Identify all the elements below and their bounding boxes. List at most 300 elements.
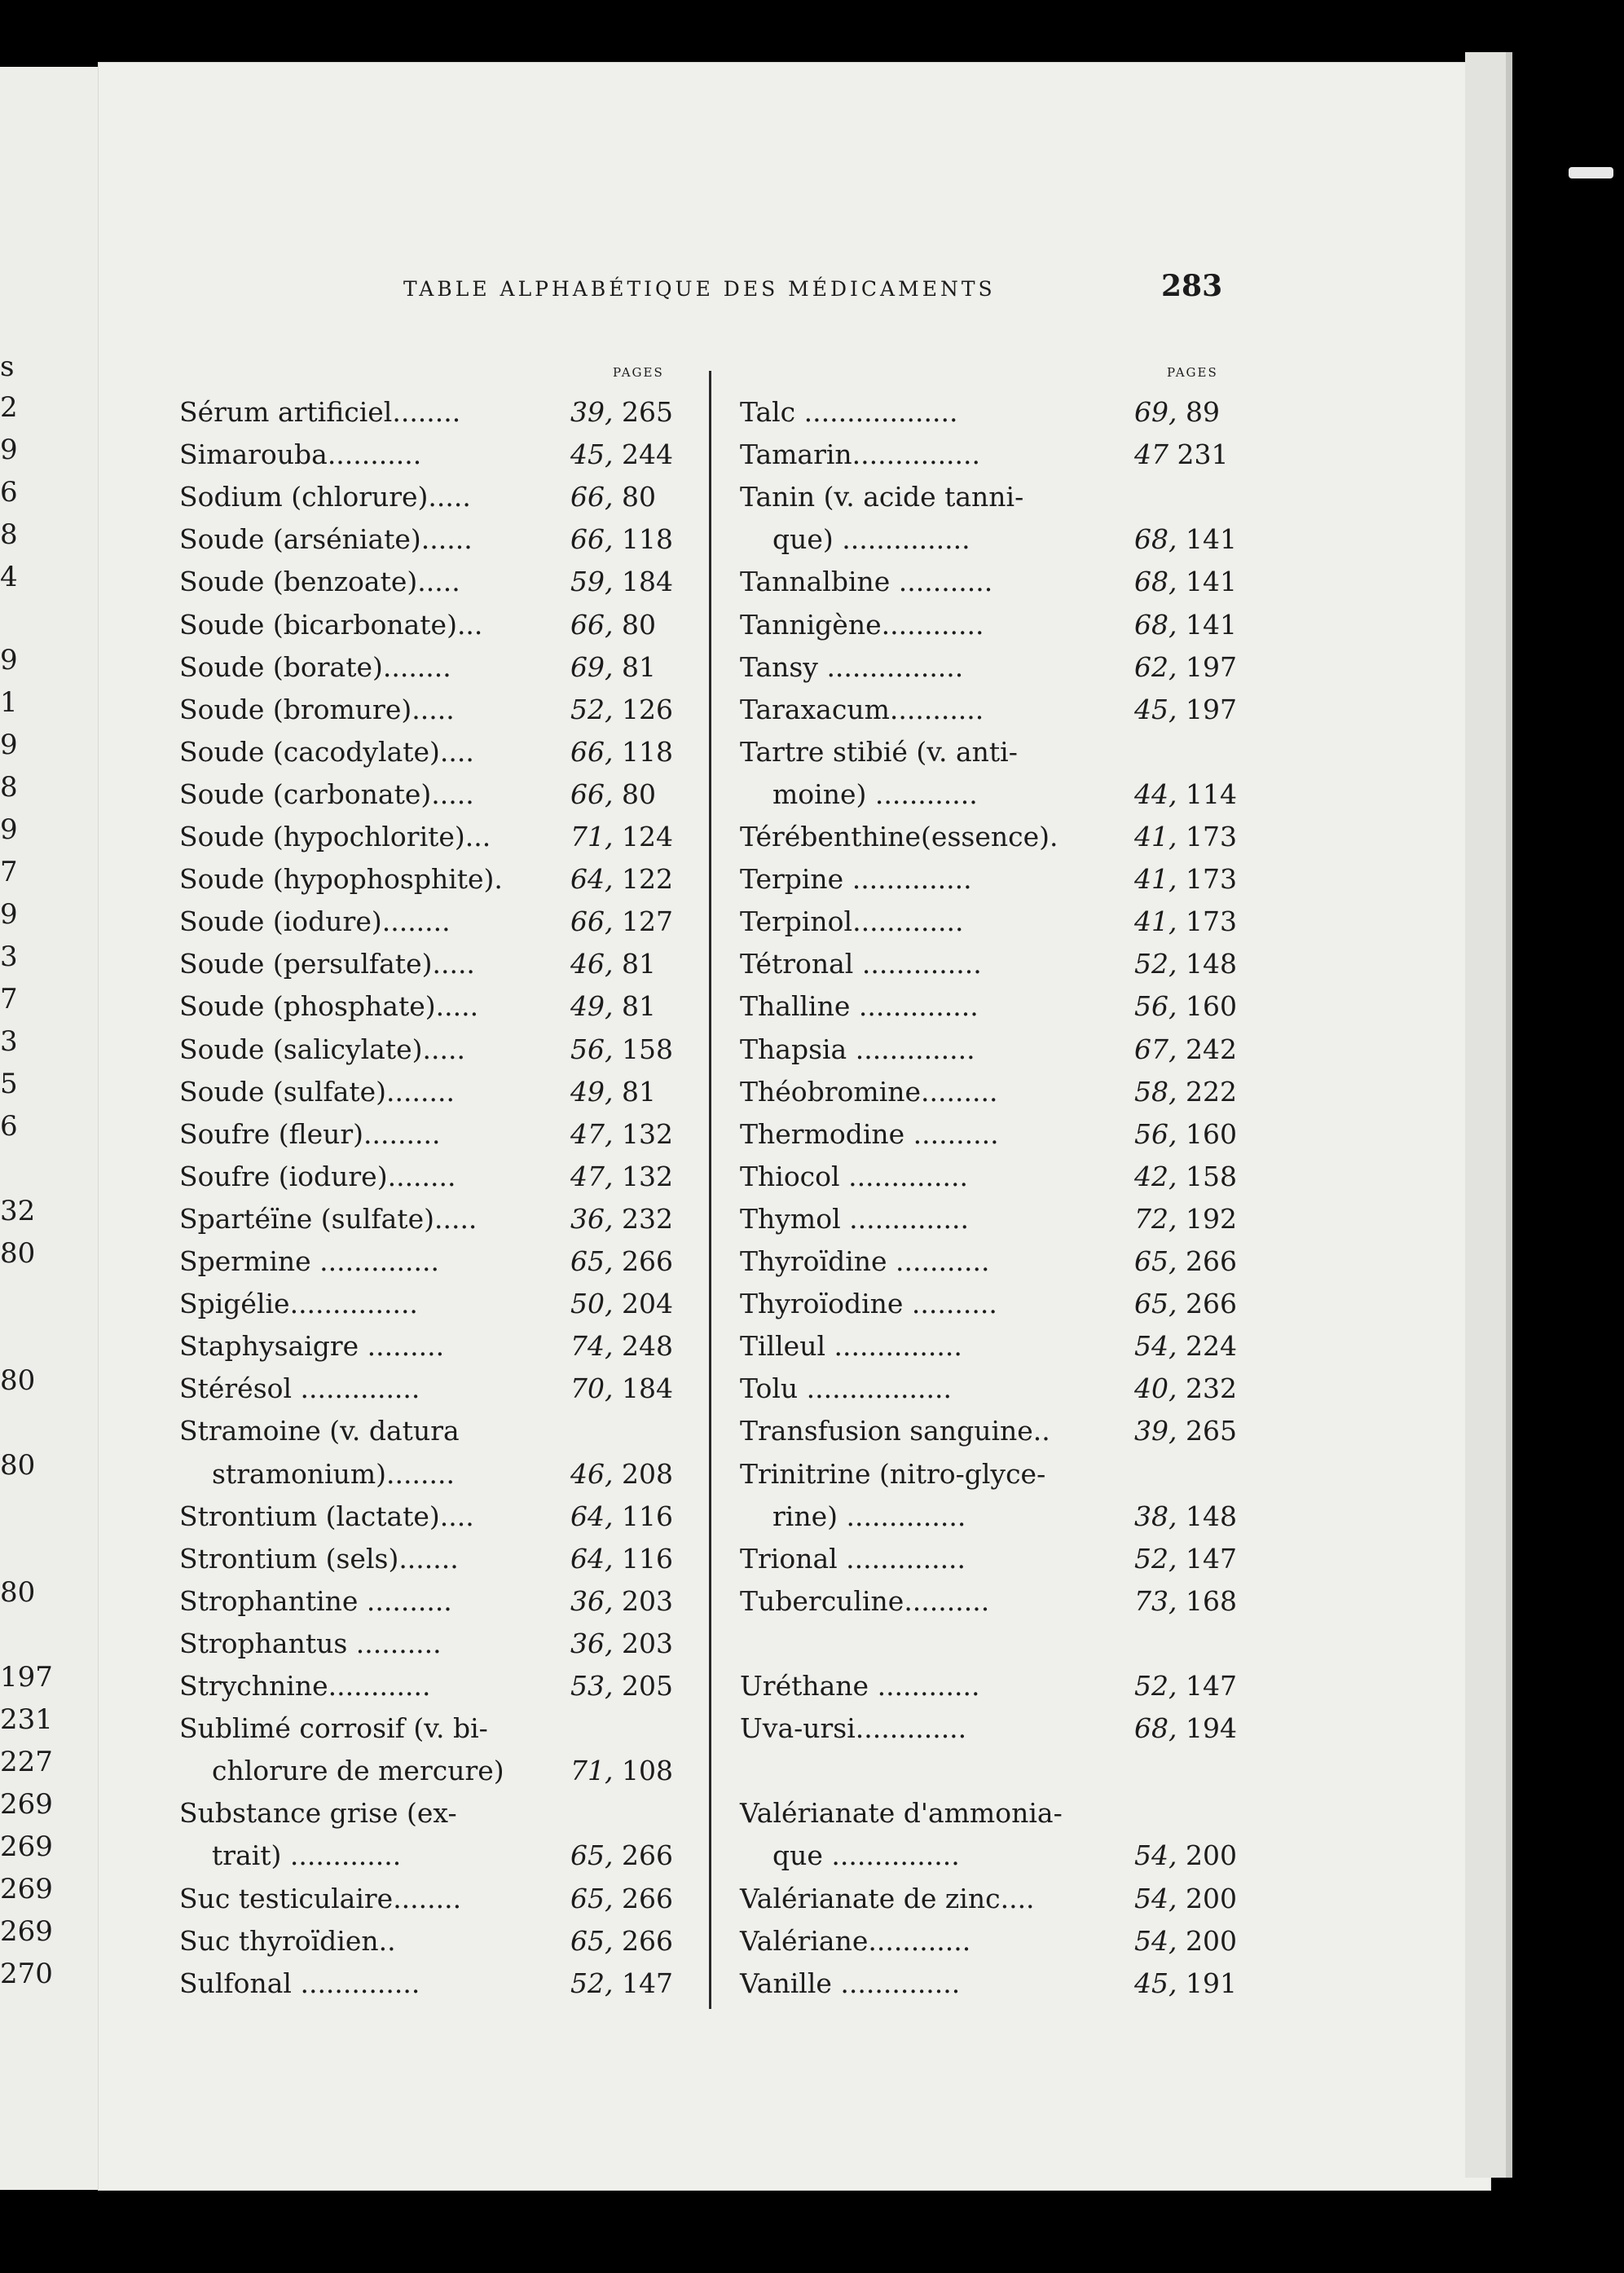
index-entry xyxy=(0,1792,1624,1835)
ref-italic-page: 73, xyxy=(1134,1584,1177,1617)
left-page-number-fragment: 8 xyxy=(0,518,18,551)
entry-name: stramonium)........ xyxy=(212,1457,455,1490)
entry-page-ref xyxy=(1134,985,1237,1028)
entry-page-ref xyxy=(1134,604,1237,646)
ref-italic-page: 66, xyxy=(570,905,614,938)
ref-page: 203 xyxy=(613,1584,673,1617)
entry-page-ref xyxy=(1134,901,1237,943)
dust-speck xyxy=(1569,167,1613,178)
entry-name: Trional .............. xyxy=(740,1542,966,1575)
entry-page-ref xyxy=(1134,1580,1237,1623)
left-page-number-fragment: 9 xyxy=(0,898,18,931)
ref-page: 224 xyxy=(1177,1330,1237,1363)
ref-page: 173 xyxy=(1177,821,1237,852)
ref-italic-page: 46, xyxy=(570,948,614,980)
ref-page: 266 xyxy=(613,1882,673,1914)
index-entry xyxy=(0,1453,1624,1496)
entry-name: Tanin (v. acide tanni- xyxy=(740,481,1024,513)
index-entry xyxy=(0,858,1624,901)
left-page-number-fragment: 197 xyxy=(0,1661,53,1694)
ref-page: 200 xyxy=(1177,1882,1237,1914)
ref-italic-page: 66, xyxy=(570,735,614,768)
ref-italic-page: 69, xyxy=(1134,396,1177,428)
left-page-number-fragment: 2 xyxy=(0,391,18,424)
ref-page: 116 xyxy=(613,1500,673,1532)
entry-page-ref xyxy=(1134,1707,1237,1750)
pages-heading-left: PAGES xyxy=(613,365,664,380)
ref-italic-page: 54, xyxy=(1134,1330,1177,1363)
ref-page: 205 xyxy=(613,1670,673,1702)
left-page-number-fragment: s xyxy=(0,350,15,383)
ref-italic-page: 40, xyxy=(1134,1372,1177,1405)
ref-italic-page: 69, xyxy=(570,650,614,683)
entry-name: Terpine .............. xyxy=(740,863,972,896)
ref-page: 244 xyxy=(613,438,673,471)
index-entry xyxy=(0,816,1624,858)
ref-italic-page: 68, xyxy=(1134,1712,1177,1745)
index-entry xyxy=(0,1665,1624,1707)
entry-name: Soude (sulfate)........ xyxy=(179,1075,455,1108)
ref-page: 160 xyxy=(1177,1117,1237,1150)
ref-italic-page: 58, xyxy=(1134,1075,1177,1108)
entry-page-ref xyxy=(1134,1410,1237,1452)
entry-name: Thyroïdine ........... xyxy=(740,1245,990,1277)
ref-page: 141 xyxy=(1177,523,1237,556)
entry-page-ref xyxy=(1134,561,1237,603)
left-page-number-fragment: 80 xyxy=(0,1237,36,1270)
entry-name: Soude (benzoate)..... xyxy=(179,566,460,598)
ref-page: 141 xyxy=(1177,608,1237,641)
index-entry xyxy=(0,476,1624,518)
ref-page: 197 xyxy=(1177,693,1237,725)
entry-name: Sulfonal .............. xyxy=(179,1967,420,1999)
index-entry xyxy=(0,731,1624,773)
left-page-number-fragment: 9 xyxy=(0,434,18,466)
ref-italic-page: 39, xyxy=(1134,1415,1177,1447)
left-page-number-fragment: 227 xyxy=(0,1746,53,1778)
ref-page: 147 xyxy=(1177,1670,1237,1702)
entry-name: moine) ............ xyxy=(772,777,978,810)
left-page-number-fragment: 231 xyxy=(0,1703,53,1736)
index-entry xyxy=(0,1071,1624,1113)
entry-page-ref xyxy=(1134,1113,1237,1156)
entry-name: Tartre stibié (v. anti- xyxy=(740,735,1018,768)
ref-italic-page: 70, xyxy=(570,1372,614,1405)
entry-name: Stérésol .............. xyxy=(179,1372,420,1405)
entry-name: Soude (borate)........ xyxy=(179,650,451,683)
entry-name: Tannalbine ........... xyxy=(740,566,993,598)
entry-name: Tétronal .............. xyxy=(740,948,982,980)
ref-italic-page: 54, xyxy=(1134,1924,1177,1957)
entry-page-ref xyxy=(1134,1029,1237,1071)
entry-name: Soufre (fleur)......... xyxy=(179,1117,441,1150)
entry-name: Tamarin............... xyxy=(740,438,981,471)
ref-italic-page: 50, xyxy=(570,1288,614,1320)
index-entry xyxy=(0,1580,1624,1623)
ref-italic-page: 65, xyxy=(1134,1288,1177,1320)
ref-italic-page: 62, xyxy=(1134,650,1177,683)
index-entry xyxy=(0,1283,1624,1325)
ref-page: 114 xyxy=(1177,777,1237,810)
index-entry xyxy=(0,1920,1624,1962)
entry-page-ref xyxy=(1134,518,1237,561)
ref-page: 158 xyxy=(1177,1160,1237,1192)
ref-page: 148 xyxy=(1177,948,1237,980)
ref-page: 265 xyxy=(613,396,673,428)
entry-name: Taraxacum........... xyxy=(740,693,984,725)
ref-page: 266 xyxy=(1177,1245,1237,1277)
ref-italic-page: 66, xyxy=(570,608,614,641)
index-entry xyxy=(0,1835,1624,1877)
entry-page-ref xyxy=(1134,391,1220,434)
entry-page-ref xyxy=(1134,1920,1237,1962)
ref-italic-page: 41, xyxy=(1134,905,1177,938)
ref-page: 231 xyxy=(1168,438,1229,471)
ref-italic-page: 68, xyxy=(1134,566,1177,598)
ref-italic-page: 65, xyxy=(570,1245,614,1277)
ref-page: 194 xyxy=(1177,1712,1237,1745)
pages-heading-right: PAGES xyxy=(1167,365,1218,380)
ref-italic-page: 49, xyxy=(570,1075,614,1108)
ref-italic-page: 65, xyxy=(570,1839,614,1872)
ref-italic-page: 38, xyxy=(1134,1500,1177,1532)
entry-name: Soude (persulfate)..... xyxy=(179,948,475,980)
left-page-number-fragment: 80 xyxy=(0,1449,36,1482)
ref-page: 158 xyxy=(613,1033,673,1065)
entry-page-ref xyxy=(1134,858,1237,901)
ref-page: 122 xyxy=(613,863,673,896)
entry-page-ref xyxy=(1134,1368,1237,1410)
index-entry xyxy=(0,1198,1624,1240)
index-entry xyxy=(0,1368,1624,1410)
left-page-number-fragment: 3 xyxy=(0,940,18,973)
entry-page-ref xyxy=(1134,1962,1237,2005)
left-page-number-fragment: 6 xyxy=(0,476,18,509)
ref-page: 200 xyxy=(1177,1924,1237,1957)
entry-name: Uva-ursi............. xyxy=(740,1712,967,1745)
ref-italic-page: 66, xyxy=(570,523,614,556)
entry-name: Strontium (sels)....... xyxy=(179,1542,459,1575)
ref-italic-page: 52, xyxy=(570,1967,614,1999)
left-page-number-fragment: 9 xyxy=(0,644,18,676)
index-entry xyxy=(0,434,1624,476)
entry-name: Trinitrine (nitro-glyce- xyxy=(740,1457,1046,1490)
ref-italic-page: 36, xyxy=(570,1584,614,1617)
entry-name: Térébenthine(essence). xyxy=(740,821,1058,852)
ref-page: 208 xyxy=(613,1457,673,1490)
entry-name: Valériane............ xyxy=(740,1924,971,1957)
entry-name: Stramoine (v. datura xyxy=(179,1415,460,1447)
ref-page: 266 xyxy=(613,1245,673,1277)
index-entry xyxy=(0,1623,1624,1665)
left-page-number-fragment: 269 xyxy=(0,1830,53,1863)
ref-page: 204 xyxy=(613,1288,673,1320)
index-entry xyxy=(0,561,1624,603)
ref-italic-page: 72, xyxy=(1134,1202,1177,1235)
entry-name: Sublimé corrosif (v. bi- xyxy=(179,1712,488,1745)
ref-page: 160 xyxy=(1177,990,1237,1023)
ref-page: 222 xyxy=(1177,1075,1237,1108)
ref-italic-page: 64, xyxy=(570,1500,614,1532)
entry-page-ref xyxy=(1134,816,1237,858)
ref-italic-page: 45, xyxy=(1134,1967,1177,1999)
ref-italic-page: 52, xyxy=(570,693,614,725)
entry-name: Talc .................. xyxy=(740,396,958,428)
entry-name: Soufre (iodure)........ xyxy=(179,1160,456,1192)
ref-italic-page: 47, xyxy=(570,1117,614,1150)
entry-name: Tilleul ............... xyxy=(740,1330,962,1363)
entry-name: chlorure de mercure) xyxy=(212,1755,504,1787)
ref-italic-page: 64, xyxy=(570,1542,614,1575)
left-page-number-fragment: 269 xyxy=(0,1915,53,1948)
ref-italic-page: 42, xyxy=(1134,1160,1177,1192)
index-entry xyxy=(0,604,1624,646)
entry-page-ref xyxy=(1134,1878,1237,1920)
entry-name: Suc thyroïdien.. xyxy=(179,1924,396,1957)
entry-name: Soude (iodure)........ xyxy=(179,905,451,938)
entry-name: Thermodine .......... xyxy=(740,1117,999,1150)
ref-italic-page: 64, xyxy=(570,863,614,896)
entry-name: Tuberculine.......... xyxy=(740,1584,990,1617)
ref-page: 124 xyxy=(613,821,673,852)
page-header xyxy=(0,269,1624,310)
ref-page: 132 xyxy=(613,1117,673,1150)
ref-italic-page: 56, xyxy=(1134,1117,1177,1150)
entry-name: Soude (bromure)..... xyxy=(179,693,455,725)
entry-name: rine) .............. xyxy=(772,1500,966,1532)
left-page-number-fragment: 269 xyxy=(0,1788,53,1821)
ref-italic-page: 71, xyxy=(570,821,614,852)
index-entry xyxy=(0,1240,1624,1283)
ref-page: 81 xyxy=(613,1075,656,1108)
ref-page: 232 xyxy=(1177,1372,1237,1405)
ref-italic-page: 65, xyxy=(570,1924,614,1957)
entry-name: Théobromine......... xyxy=(740,1075,998,1108)
ref-page: 118 xyxy=(613,523,673,556)
entry-name: Sodium (chlorure)..... xyxy=(179,481,471,513)
index-entry xyxy=(0,985,1624,1028)
ref-italic-page: 65, xyxy=(1134,1245,1177,1277)
entry-page-ref xyxy=(1134,1071,1237,1113)
entry-name: Suc testiculaire........ xyxy=(179,1882,462,1914)
ref-italic-page: 65, xyxy=(570,1882,614,1914)
ref-page: 81 xyxy=(613,650,656,683)
index-entry xyxy=(0,1156,1624,1198)
ref-page: 80 xyxy=(613,481,656,513)
ref-page: 168 xyxy=(1177,1584,1237,1617)
left-page-number-fragment: 9 xyxy=(0,813,18,846)
left-page-number-fragment: 7 xyxy=(0,983,18,1015)
entry-name: Thalline .............. xyxy=(740,990,979,1023)
entry-name: Soude (hypochlorite)... xyxy=(179,821,491,852)
ref-page: 265 xyxy=(1177,1415,1237,1447)
index-entry xyxy=(0,689,1624,731)
entry-name: Valérianate de zinc.... xyxy=(740,1882,1035,1914)
index-entry xyxy=(0,1962,1624,2005)
entry-name: Thiocol .............. xyxy=(740,1160,968,1192)
ref-italic-page: 47 xyxy=(1134,438,1168,471)
ref-italic-page: 54, xyxy=(1134,1839,1177,1872)
left-page-number-fragment: 5 xyxy=(0,1068,18,1100)
index-entry xyxy=(0,646,1624,689)
ref-page: 173 xyxy=(1177,863,1237,896)
index-entry xyxy=(0,1029,1624,1071)
ref-italic-page: 71, xyxy=(570,1755,614,1787)
ref-page: 192 xyxy=(1177,1202,1237,1235)
index-entry xyxy=(0,518,1624,561)
page-number: 283 xyxy=(1161,269,1223,303)
entry-page-ref xyxy=(1134,1283,1237,1325)
entry-name: Tolu ................. xyxy=(740,1372,952,1405)
entry-page-ref xyxy=(1134,773,1237,816)
entry-name: Soude (phosphate)..... xyxy=(179,990,479,1023)
entry-page-ref xyxy=(1134,943,1237,985)
index-entry xyxy=(0,901,1624,943)
left-page-number-fragment: 270 xyxy=(0,1958,53,1990)
entry-name: Sérum artificiel........ xyxy=(179,396,461,428)
ref-italic-page: 47, xyxy=(570,1160,614,1192)
index-entry xyxy=(0,1878,1624,1920)
entry-name: Terpinol............. xyxy=(740,905,964,938)
entry-page-ref xyxy=(1134,434,1228,476)
ref-italic-page: 52, xyxy=(1134,1670,1177,1702)
ref-page: 80 xyxy=(613,608,656,641)
ref-page: 147 xyxy=(1177,1542,1237,1575)
ref-italic-page: 36, xyxy=(570,1627,614,1659)
entry-name: Thymol .............. xyxy=(740,1202,969,1235)
ref-italic-page: 74, xyxy=(570,1330,614,1363)
ref-page: 81 xyxy=(613,990,656,1023)
ref-italic-page: 56, xyxy=(570,1033,614,1065)
ref-page: 173 xyxy=(1177,905,1237,938)
entry-name: Strophantine .......... xyxy=(179,1584,452,1617)
index-entry xyxy=(0,943,1624,985)
ref-italic-page: 68, xyxy=(1134,608,1177,641)
ref-italic-page: 45, xyxy=(570,438,614,471)
ref-italic-page: 66, xyxy=(570,481,614,513)
index-entry xyxy=(0,1750,1624,1792)
entry-name: Tannigène............ xyxy=(740,608,984,641)
ref-italic-page: 49, xyxy=(570,990,614,1023)
entry-name: Strychnine............ xyxy=(179,1670,431,1702)
entry-name: Spartéïne (sulfate)..... xyxy=(179,1202,478,1235)
entry-page-ref xyxy=(1134,1325,1237,1368)
ref-page: 116 xyxy=(613,1542,673,1575)
entry-page-ref xyxy=(1134,1496,1237,1538)
ref-italic-page: 52, xyxy=(1134,1542,1177,1575)
ref-page: 141 xyxy=(1177,566,1237,598)
ref-italic-page: 53, xyxy=(570,1670,614,1702)
ref-page: 89 xyxy=(1177,396,1220,428)
index-entry xyxy=(0,1538,1624,1580)
ref-page: 184 xyxy=(613,566,673,598)
ref-page: 242 xyxy=(1177,1033,1237,1065)
index-entry xyxy=(0,1496,1624,1538)
ref-italic-page: 52, xyxy=(1134,948,1177,980)
ref-page: 127 xyxy=(613,905,673,938)
left-page-number-fragment: 7 xyxy=(0,856,18,888)
left-page-number-fragment: 3 xyxy=(0,1025,18,1058)
entry-name: Soude (cacodylate).... xyxy=(179,735,474,768)
entry-name: Spigélie............... xyxy=(179,1288,418,1320)
ref-page: 203 xyxy=(613,1627,673,1659)
index-entry xyxy=(0,391,1624,434)
ref-italic-page: 45, xyxy=(1134,693,1177,725)
ref-italic-page: 39, xyxy=(570,396,614,428)
ref-page: 266 xyxy=(613,1924,673,1957)
entry-page-ref xyxy=(1134,1240,1237,1283)
ref-page: 118 xyxy=(613,735,673,768)
entry-page-ref xyxy=(1134,1665,1237,1707)
entry-name: que) ............... xyxy=(772,523,970,556)
entry-name: Substance grise (ex- xyxy=(179,1797,457,1830)
ref-italic-page: 41, xyxy=(1134,821,1177,852)
entry-name: Soude (bicarbonate)... xyxy=(179,608,483,641)
entry-name: Soude (salicylate)..... xyxy=(179,1033,465,1065)
entry-name: Valérianate d'ammonia- xyxy=(740,1797,1063,1830)
left-page-number-fragment: 269 xyxy=(0,1873,53,1905)
entry-name: Simarouba........... xyxy=(179,438,422,471)
left-page-number-fragment: 6 xyxy=(0,1110,18,1143)
ref-page: 147 xyxy=(613,1967,673,1999)
entry-name: Thyroïodine .......... xyxy=(740,1288,997,1320)
ref-italic-page: 36, xyxy=(570,1202,614,1235)
entry-name: Spermine .............. xyxy=(179,1245,440,1277)
left-page-number-fragment: 4 xyxy=(0,561,18,593)
entry-page-ref xyxy=(1134,646,1237,689)
ref-page: 132 xyxy=(613,1160,673,1192)
entry-name: Thapsia .............. xyxy=(740,1033,975,1065)
entry-name: trait) ............. xyxy=(212,1839,402,1872)
entry-page-ref xyxy=(1134,1835,1237,1877)
entry-page-ref xyxy=(1134,1156,1237,1198)
index-entry xyxy=(0,773,1624,816)
left-page-number-fragment: 80 xyxy=(0,1364,36,1397)
ref-page: 81 xyxy=(613,948,656,980)
entry-name: Tansy ................ xyxy=(740,650,964,683)
entry-name: Transfusion sanguine.. xyxy=(740,1415,1050,1447)
ref-italic-page: 59, xyxy=(570,566,614,598)
ref-page: 197 xyxy=(1177,650,1237,683)
ref-italic-page: 41, xyxy=(1134,863,1177,896)
running-title: TABLE ALPHABÉTIQUE DES MÉDICAMENTS xyxy=(403,277,996,301)
index-entry xyxy=(0,1410,1624,1452)
ref-italic-page: 56, xyxy=(1134,990,1177,1023)
entry-name: Vanille .............. xyxy=(740,1967,961,1999)
ref-italic-page: 44, xyxy=(1134,777,1177,810)
left-page-number-fragment: 80 xyxy=(0,1576,36,1609)
entry-name: Strontium (lactate).... xyxy=(179,1500,474,1532)
left-page-number-fragment: 1 xyxy=(0,686,18,719)
ref-page: 200 xyxy=(1177,1839,1237,1872)
ref-page: 266 xyxy=(613,1839,673,1872)
entry-name: Staphysaigre ......... xyxy=(179,1330,445,1363)
ref-page: 232 xyxy=(613,1202,673,1235)
ref-page: 80 xyxy=(613,777,656,810)
ref-italic-page: 46, xyxy=(570,1457,614,1490)
left-page-number-fragment: 8 xyxy=(0,771,18,804)
index-entry xyxy=(0,1707,1624,1750)
ref-page: 184 xyxy=(613,1372,673,1405)
ref-italic-page: 54, xyxy=(1134,1882,1177,1914)
entry-name: Soude (hypophosphite). xyxy=(179,863,503,896)
index-entry xyxy=(0,1113,1624,1156)
entry-name: Soude (arséniate)...... xyxy=(179,523,473,556)
entry-name: Soude (carbonate)..... xyxy=(179,777,474,810)
entry-page-ref xyxy=(1134,1198,1237,1240)
ref-page: 126 xyxy=(613,693,673,725)
index-entry xyxy=(0,1325,1624,1368)
